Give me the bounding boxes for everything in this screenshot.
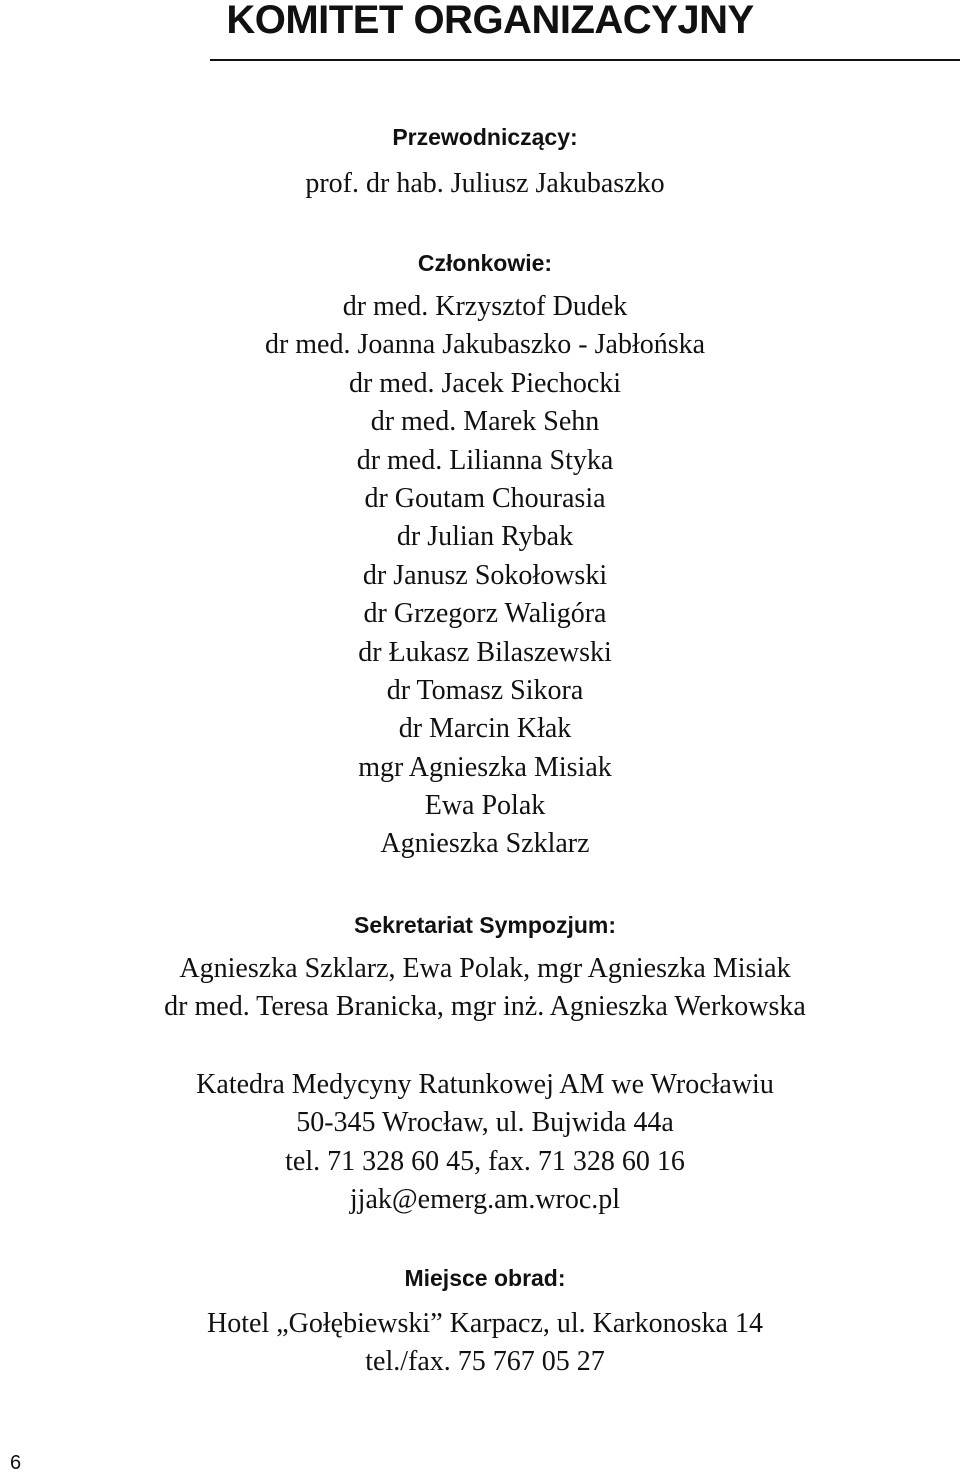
- address-email: jjak@emerg.am.wroc.pl: [349, 1184, 621, 1216]
- member-name: Ewa Polak: [424, 790, 546, 822]
- page-title: KOMITET ORGANIZACYJNY: [226, 0, 754, 42]
- chair-name: prof. dr hab. Juliusz Jakubaszko: [305, 168, 665, 199]
- members-heading: Członkowie:: [417, 250, 553, 276]
- address-institution: Katedra Medycyny Ratunkowej AM we Wrocławiu: [196, 1069, 774, 1100]
- venue-phone: tel./fax. 75 767 05 27: [365, 1346, 605, 1378]
- member-name: dr Łukasz Bilaszewski: [358, 636, 612, 668]
- secretariat-heading: Sekretariat Sympozjum:: [353, 912, 617, 938]
- member-name: dr Marcin Kłak: [398, 713, 572, 745]
- venue-block: [0, 1305, 960, 1382]
- member-name: dr Julian Rybak: [396, 521, 574, 553]
- venue-hotel: Hotel „Gołębiewski” Karpacz, ul. Karkonoska 14: [207, 1308, 763, 1339]
- member-name: dr Tomasz Sikora: [386, 674, 584, 706]
- venue-heading: Miejsce obrad:: [404, 1265, 566, 1291]
- member-name: dr Grzegorz Waligóra: [363, 598, 607, 630]
- address-block: [0, 1066, 960, 1220]
- secretariat-line: Agnieszka Szklarz, Ewa Polak, mgr Agnieszka Misiak: [179, 953, 791, 984]
- member-name: dr med. Marek Sehn: [370, 406, 600, 438]
- chair-heading: Przewodniczący:: [392, 124, 578, 150]
- secretariat-list: [0, 950, 960, 1027]
- title-rule: [210, 59, 960, 61]
- member-name: Agnieszka Szklarz: [380, 828, 590, 860]
- member-name: dr Janusz Sokołowski: [362, 559, 608, 591]
- member-name: dr med. Lilianna Styka: [356, 444, 614, 476]
- address-phone: tel. 71 328 60 45, fax. 71 328 60 16: [285, 1145, 685, 1177]
- member-name: dr Goutam Chourasia: [364, 482, 606, 514]
- secretariat-line: dr med. Teresa Branicka, mgr inż. Agnieszka Werkowska: [164, 991, 806, 1023]
- address-street: 50-345 Wrocław, ul. Bujwida 44a: [296, 1107, 674, 1139]
- page-number: 6: [10, 1452, 22, 1474]
- member-name: dr med. Jacek Piechocki: [348, 367, 622, 399]
- member-name: dr med. Krzysztof Dudek: [342, 291, 628, 322]
- member-name: mgr Agnieszka Misiak: [358, 751, 612, 783]
- member-name: dr med. Joanna Jakubaszko - Jabłońska: [264, 329, 706, 361]
- members-list: [0, 288, 960, 864]
